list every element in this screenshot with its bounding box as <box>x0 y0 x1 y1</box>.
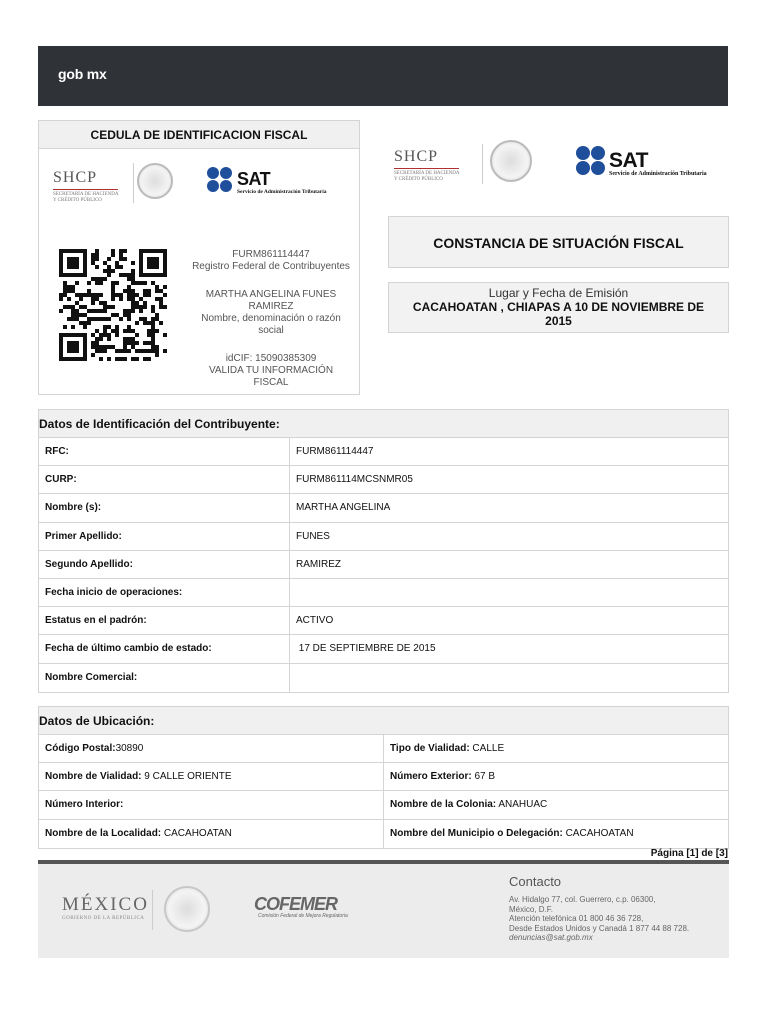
lugar-value: CACAHOATAN , CHIAPAS A 10 DE NOVIEMBRE DE <box>412 300 705 314</box>
mexico-logo: MÉXICO GOBIERNO DE LA REPÚBLICA <box>62 894 149 921</box>
cofemer-logo: COFEMER Comisión Federal de Mejora Regulatoria <box>254 894 348 919</box>
valida-link[interactable]: VALIDA TU INFORMACIÓN <box>208 365 334 376</box>
table-row: Nombre Comercial: <box>39 664 728 692</box>
identificacion-heading: Datos de Identificación del Contribuyente: <box>39 410 728 438</box>
table-row: CURP: FURM861114MCSNMR05 <box>39 466 728 494</box>
fecha-inicio-value <box>290 579 728 606</box>
table-row: Fecha inicio de operaciones: <box>39 579 728 607</box>
ubicacion-section <box>38 706 729 849</box>
header-logos <box>388 122 728 202</box>
shcp-logo: SHCP SECRETARÍA DE HACIENDA Y CRÉDITO PÚBLICO <box>53 169 119 203</box>
table-row: Segundo Apellido: RAMIREZ <box>39 551 728 579</box>
gobmx-logo[interactable]: gob mx <box>58 66 107 82</box>
cedula-idcif-block: idCIF: 15090385309 VALIDA TU INFORMACIÓN FISCAL <box>191 353 351 389</box>
estatus-value: ACTIVO <box>296 615 334 627</box>
qr-code-icon <box>59 249 167 361</box>
cedula-idcif: idCIF: 15090385309 <box>225 353 317 364</box>
cedula-logos <box>39 149 359 219</box>
table-row: RFC: FURM861114447 <box>39 438 728 466</box>
table-row: Nombre de la Localidad: CACAHOATAN Nombre del Municipio o Delegación: CACAHOATAN <box>39 820 728 848</box>
footer <box>38 864 729 958</box>
cedula-title: CEDULA DE IDENTIFICACION FISCAL <box>39 121 359 149</box>
lugar-label: Lugar y Fecha de Emisión <box>488 286 629 300</box>
cedula-name-caption: Nombre, denominación o razón <box>201 313 341 324</box>
cedula-card <box>38 120 360 395</box>
curp-value: FURM861114MCSNMR05 <box>296 474 413 486</box>
sat-logo: SAT Servicio de Administración Tributaria <box>576 146 728 178</box>
table-row: Nombre de Vialidad: 9 CALLE ORIENTE Número Exterior: 67 B <box>39 763 728 791</box>
primer-apellido-value: FUNES <box>296 530 330 542</box>
constancia-title: CONSTANCIA DE SITUACIÓN FISCAL <box>388 216 729 268</box>
cedula-rfc: FURM861114447 <box>232 249 310 260</box>
contact-email-link[interactable]: denuncias@sat.gob.mx <box>509 933 593 942</box>
contact-block: Contacto Av. Hidalgo 77, col. Guerrero, c.p. 06300, México, D.F. Atención telefónica 01 800 46 36 728, Desde Estados Unidos y Canadá 1 877 44 88 728. denuncias@sat.gob.mx <box>509 874 690 942</box>
rfc-value: FURM861114447 <box>296 446 374 457</box>
cedula-rfc-block <box>191 249 351 273</box>
sat-logo: SAT Servicio de Administración Tributaria <box>207 167 347 197</box>
ubicacion-heading: Datos de Ubicación: <box>39 707 728 735</box>
lugar-fecha-emision: Lugar y Fecha de Emisión CACAHOATAN , CHIAPAS A 10 DE NOVIEMBRE DE 2015 <box>388 282 729 333</box>
cedula-name: MARTHA ANGELINA FUNES <box>205 289 337 300</box>
nombre-comercial-value <box>290 664 728 692</box>
contact-title: Contacto <box>509 874 562 889</box>
identificacion-section <box>38 409 729 693</box>
cedula-rfc-caption: Registro Federal de Contribuyentes <box>192 261 350 272</box>
table-row: Número Interior: Nombre de la Colonia: ANAHUAC <box>39 791 728 819</box>
table-row: Estatus en el padrón: ACTIVO <box>39 607 728 635</box>
table-row: Primer Apellido: FUNES <box>39 523 728 551</box>
national-seal-icon <box>137 163 173 199</box>
nombre-value: MARTHA ANGELINA <box>296 502 391 514</box>
page-number: Página [1] de [3] <box>650 848 728 859</box>
fecha-cambio-value: 17 DE SEPTIEMBRE DE 2015 <box>296 643 436 655</box>
segundo-apellido-value: RAMIREZ <box>296 558 341 570</box>
top-bar <box>38 46 728 106</box>
table-row: Nombre (s): MARTHA ANGELINA <box>39 494 728 522</box>
cedula-name-block: MARTHA ANGELINA FUNES RAMIREZ Nombre, denominación o razón social <box>191 289 351 337</box>
shcp-logo: SHCP SECRETARÍA DE HACIENDA Y CRÉDITO PÚBLICO <box>394 148 460 182</box>
national-seal-icon <box>164 886 210 932</box>
national-seal-icon <box>490 140 532 182</box>
table-row: Fecha de último cambio de estado: 17 DE SEPTIEMBRE DE 2015 <box>39 635 728 663</box>
table-row: Código Postal:30890 Tipo de Vialidad: CALLE <box>39 735 728 763</box>
